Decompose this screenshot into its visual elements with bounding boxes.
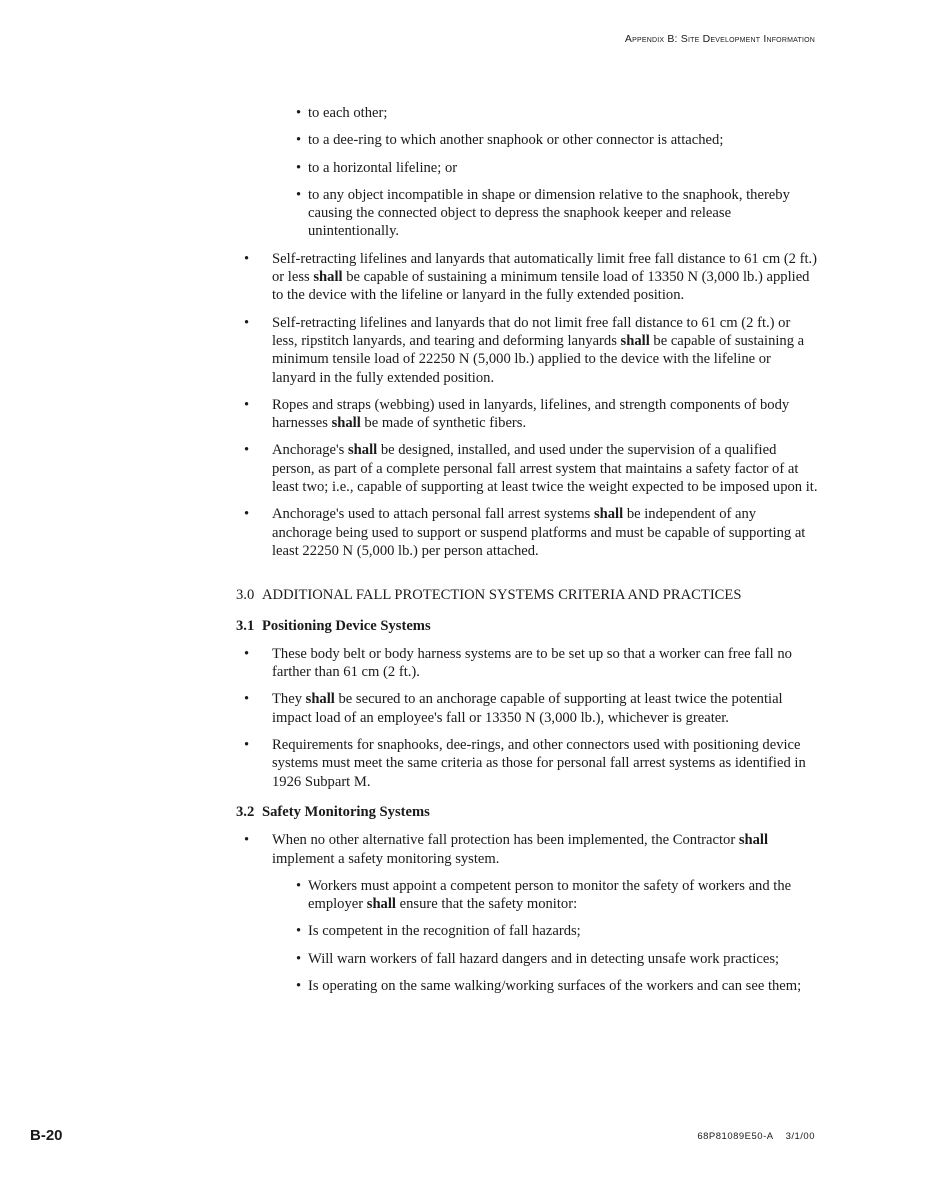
bullet-icon: • — [244, 250, 250, 267]
list-item: • When no other alternative fall protection has been implemented, the Contractor shall implement a safety monitoring system. — [244, 832, 769, 867]
list-item: • Ropes and straps (webbing) used in lanyards, lifelines, and strength components of body harnesses shall be made of synthetic fibers. — [244, 396, 790, 432]
keyword: shall — [331, 415, 361, 432]
bullet-icon: • — [296, 977, 302, 994]
keyword: shall — [738, 832, 769, 849]
bullet-icon: • — [296, 950, 302, 967]
bullet-icon: • — [244, 506, 250, 523]
list-item: • These body belt or body harness systems are to be set up so that a worker can free fall no farther than 61 cm (2 ft.). — [244, 645, 792, 681]
sub-list-item: • Workers must appoint a competent person to monitor the safety of workers and the employer shall ensure that the safety monitor: — [296, 877, 792, 913]
sub-list-item: • to each other; — [296, 105, 388, 121]
sub-list-item: • to a horizontal lifeline; or — [296, 159, 458, 176]
subsection-heading: 3.2 Safety Monitoring Systems — [236, 803, 430, 820]
page-number: B-20 — [30, 1127, 63, 1144]
keyword: shall — [347, 442, 378, 459]
subsection-heading: 3.1 Positioning Device Systems — [236, 617, 431, 634]
document-id — [697, 1131, 815, 1142]
list-item: • Anchorage's shall be designed, installed, and used under the supervision of a qualified person, as part of a complete personal fall arrest system that maintains a safety factor of at least two; i.e., capable of supporting at least twice the weight expected to be imposed upon it. — [244, 442, 818, 496]
bullet-icon: • — [244, 645, 250, 662]
list-item: • Self-retracting lifelines and lanyards that do not limit free fall distance to 61 cm (2 ft.) or less, ripstitch lanyards, and tearing and deforming lanyards shall be capable of sustaining a minimum tensile load of 22250 N (5,000 lb.) applied to the device with the lifeline or lanyard in the fully extended position. — [244, 314, 805, 386]
list-item: • Requirements for snaphooks, dee-rings, and other connectors used with positioning device systems must meet the same criteria as those for personal fall arrest systems as identified in 1926 Subpart M. — [244, 737, 806, 790]
bullet-icon: • — [244, 396, 250, 413]
sub-list-item: • Is operating on the same walking/working surfaces of the workers and can see them; — [296, 977, 802, 994]
keyword: shall — [305, 691, 335, 708]
sub-list-item: • to a dee-ring to which another snaphook or other connector is attached; — [296, 132, 724, 149]
bullet-icon: • — [244, 737, 250, 754]
bullet-icon: • — [244, 691, 250, 708]
page-body — [236, 104, 818, 1004]
keyword: shall — [366, 896, 396, 913]
keyword: shall — [593, 506, 624, 523]
bullet-icon: • — [296, 186, 302, 203]
doc-number: 68P81089E50-A — [697, 1131, 774, 1142]
sub-list-item: • to any object incompatible in shape or dimension relative to the snaphook, thereby causing the connected object to depress the snaphook keeper and release unintentionally. — [296, 186, 790, 240]
sub-list-item: • Will warn workers of fall hazard dangers and in detecting unsafe work practices; — [296, 950, 780, 967]
bullet-icon: • — [244, 314, 250, 331]
bullet-icon: • — [296, 923, 302, 940]
bullet-icon: • — [296, 877, 302, 894]
keyword: shall — [313, 269, 343, 286]
doc-date: 3/1/00 — [785, 1131, 815, 1142]
list-item: • Self-retracting lifelines and lanyards that automatically limit free fall distance to 61 cm (2 ft.) or less shall be capable of sustaining a minimum tensile load of 13350 N (3,000 lb.) applied to the device with the lifeline or lanyard in the fully extended position. — [244, 250, 818, 304]
bullet-icon: • — [296, 132, 302, 149]
list-item: • They shall be secured to an anchorage capable of supporting at least twice the potential impact load of an employee's fall or 13350 N (3,000 lb.), whichever is greater. — [244, 691, 783, 726]
bullet-icon: • — [244, 442, 250, 459]
bullet-icon: • — [244, 832, 250, 849]
running-header: Appendix B: Site Development Information — [624, 33, 815, 45]
sub-list-item: • Is competent in the recognition of fall hazards; — [296, 923, 581, 940]
bullet-icon: • — [296, 105, 302, 121]
bullet-icon: • — [296, 159, 302, 176]
list-item: • Anchorage's used to attach personal fall arrest systems shall be independent of any anchorage being used to support or suspend platforms and must be capable of supporting at least 22250 N (5,000 lb.) per person attached. — [244, 506, 806, 559]
keyword: shall — [620, 332, 650, 349]
section-heading: 3.0 ADDITIONAL FALL PROTECTION SYSTEMS CRITERIA AND PRACTICES — [236, 587, 742, 604]
